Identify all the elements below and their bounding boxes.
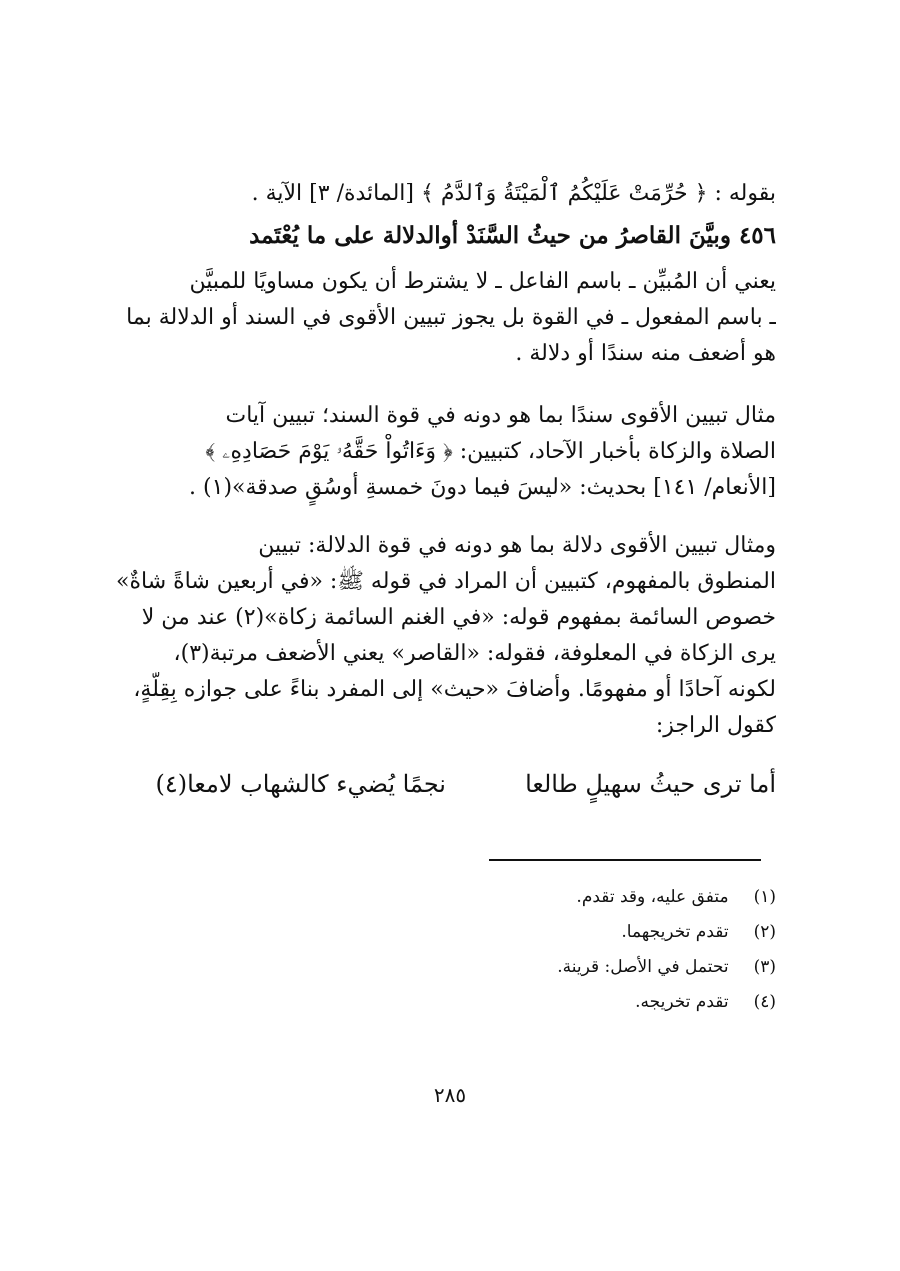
footnote-text: متفق عليه، وقد تقدم. [576, 887, 729, 907]
p3-line-4: يرى الزكاة في المعلوفة، فقوله: «القاصر» يعني الأضعف مرتبة(٣)، [173, 641, 776, 666]
p3-line-2: المنطوق بالمفهوم، كتبيين أن المراد في قوله ﷺ: «في أربعين شاةً شاةٌ» [116, 569, 776, 594]
footnotes [116, 880, 776, 1020]
p2-line-1: مثال تبيين الأقوى سندًا بما هو دونه في قوة السند؛ تبيين آيات [225, 403, 776, 428]
p3-line-6: كقول الراجز: [655, 713, 776, 738]
opening-line [116, 176, 776, 212]
paragraph-3 [116, 528, 776, 744]
p2-line-3: [الأنعام/ ١٤١] بحديث: «ليسَ فيما دونَ خمسةِ أوسُقٍ صدقة»(١) . [189, 475, 776, 500]
footnote-2 [116, 915, 776, 950]
paragraph-2 [116, 398, 776, 506]
p2-line-2: الصلاة والزكاة بأخبار الآحاد، كتبيين: ﴿ وَءَاتُواْ حَقَّهُۥ يَوْمَ حَصَادِهِۦ ﴾ [205, 439, 776, 464]
verse-hemistich-2: نجمًا يُضيء كالشهاب لامعا(٤) [155, 770, 446, 798]
footnote-3 [116, 950, 776, 985]
footnote-text: تقدم تخريجهما. [621, 922, 729, 942]
footnote-text: تحتمل في الأصل: قرينة. [557, 957, 729, 977]
p1-line-2: ـ باسم المفعول ـ في القوة بل يجوز تبيين الأقوى في السند أو الدلالة بما [126, 305, 776, 330]
footnote-number: (١) [753, 887, 776, 907]
footnote-separator [489, 859, 761, 861]
p3-line-1: ومثال تبيين الأقوى دلالة بما هو دونه في قوة الدلالة: تبيين [258, 533, 776, 558]
matn-verse [116, 218, 776, 254]
p3-line-3: خصوص السائمة بمفهوم قوله: «في الغنم السائمة زكاة»(٢) عند من لا [141, 605, 776, 630]
footnote-number: (٤) [753, 992, 776, 1012]
footnote-4 [116, 985, 776, 1020]
verse-hemistich-1: أما ترى حيثُ سهيلٍ طالعا [525, 770, 776, 798]
footnote-1 [116, 880, 776, 915]
paragraph-1 [116, 264, 776, 372]
footnote-text: تقدم تخريجه. [635, 992, 729, 1012]
footnote-number: (٢) [753, 922, 776, 942]
p3-line-5: لكونه آحادًا أو مفهومًا. وأضافَ «حيث» إلى المفرد بناءً على جوازه بِقِلَّةٍ، [133, 677, 776, 702]
quran-citation-line: بقوله : ﴿ حُرِّمَتْ عَلَيْكُمُ ٱلْمَيْتَةُ وَٱلدَّمُ ﴾ [المائدة/ ٣] الآية . [251, 181, 776, 206]
page-number: ٢٨٥ [433, 1083, 467, 1107]
p1-line-3: هو أضعف منه سندًا أو دلالة . [515, 341, 776, 366]
footnote-number: (٣) [753, 957, 776, 977]
p1-line-1: يعني أن المُبيِّن ـ باسم الفاعل ـ لا يشترط أن يكون مساويًا للمبيَّن [189, 269, 776, 294]
matn-line-456: ٤٥٦ وبيَّنَ القاصرُ من حيثُ السَّنَدْ أوالدلالة على ما يُعْتَمد [249, 222, 776, 249]
